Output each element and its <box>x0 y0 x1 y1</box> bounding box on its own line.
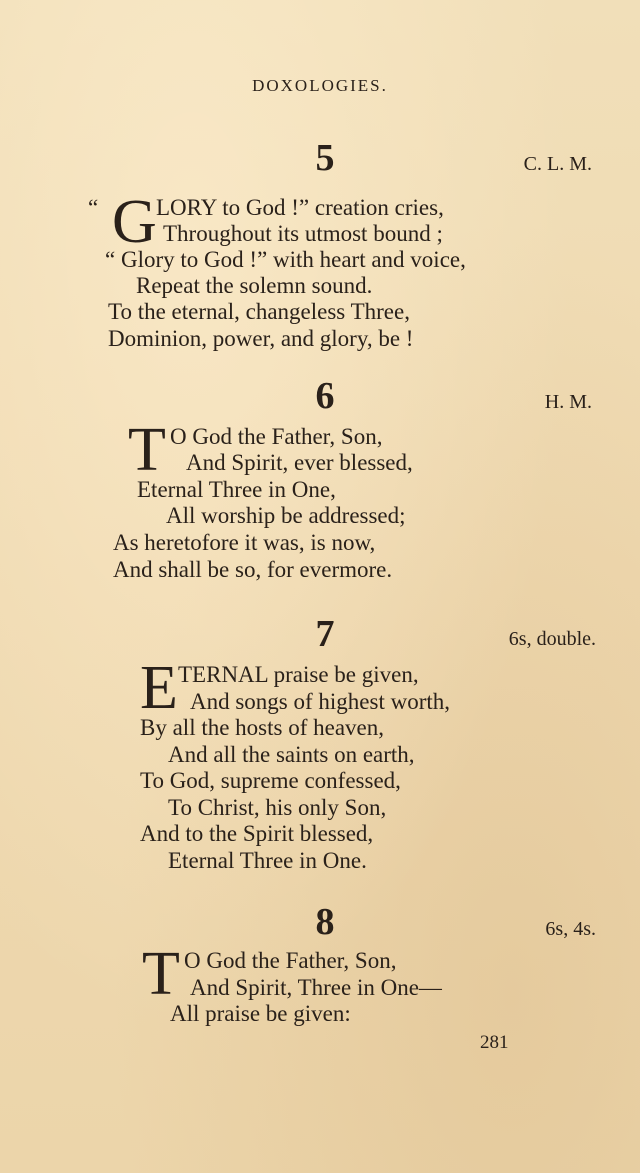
hymn-line: O God the Father, Son, <box>170 424 383 449</box>
hymn-line: As heretofore it was, is now, <box>113 530 376 555</box>
hymn-meter: H. M. <box>544 391 592 413</box>
hymn-line: And Spirit, ever blessed, <box>186 450 413 475</box>
hymn-line: TERNAL praise be given, <box>178 662 419 687</box>
hymn-number: 8 <box>315 901 335 943</box>
hymn-meter: C. L. M. <box>523 153 592 175</box>
hymn-line: And all the saints on earth, <box>168 742 415 767</box>
hymn-line: And Spirit, Three in One— <box>190 975 442 1000</box>
hymn-line: “ Glory to God !” with heart and voice, <box>105 247 466 272</box>
hymn-line: Eternal Three in One. <box>168 848 367 873</box>
hymn-line: All praise be given: <box>170 1001 351 1026</box>
hymn-line: By all the hosts of heaven, <box>140 715 385 740</box>
hymn-line: To God, supreme confessed, <box>140 768 401 793</box>
hymn-number: 6 <box>315 375 335 417</box>
hymn-line: To the eternal, changeless Three, <box>108 299 410 324</box>
hymn-line: O God the Father, Son, <box>184 948 397 973</box>
hymn-line: And to the Spirit blessed, <box>140 821 374 846</box>
hymn-line: And shall be so, for evermore. <box>113 557 393 582</box>
hymn-line: Repeat the solemn sound. <box>136 273 373 298</box>
running-header: DOXOLOGIES. <box>252 76 388 95</box>
hymn-number: 5 <box>315 137 335 179</box>
open-quote: “ <box>88 195 99 220</box>
hymn-number: 7 <box>315 613 335 655</box>
drop-cap: G <box>112 188 157 256</box>
hymn-meter: 6s, double. <box>508 628 596 650</box>
drop-cap: T <box>128 416 166 484</box>
page-number: 281 <box>480 1032 509 1053</box>
hymn-line: To Christ, his only Son, <box>168 795 387 820</box>
hymn-line: And songs of highest worth, <box>190 689 451 714</box>
hymn-line: LORY to God !” creation cries, <box>156 195 444 220</box>
hymn-line: All worship be addressed; <box>166 503 406 528</box>
hymn-line: Eternal Three in One, <box>137 477 336 502</box>
drop-cap: E <box>140 654 178 722</box>
hymn-line: Dominion, power, and glory, be ! <box>108 326 414 351</box>
drop-cap: T <box>142 940 180 1008</box>
hymn-meter: 6s, 4s. <box>545 918 596 940</box>
hymn-line: Throughout its utmost bound ; <box>163 221 443 246</box>
